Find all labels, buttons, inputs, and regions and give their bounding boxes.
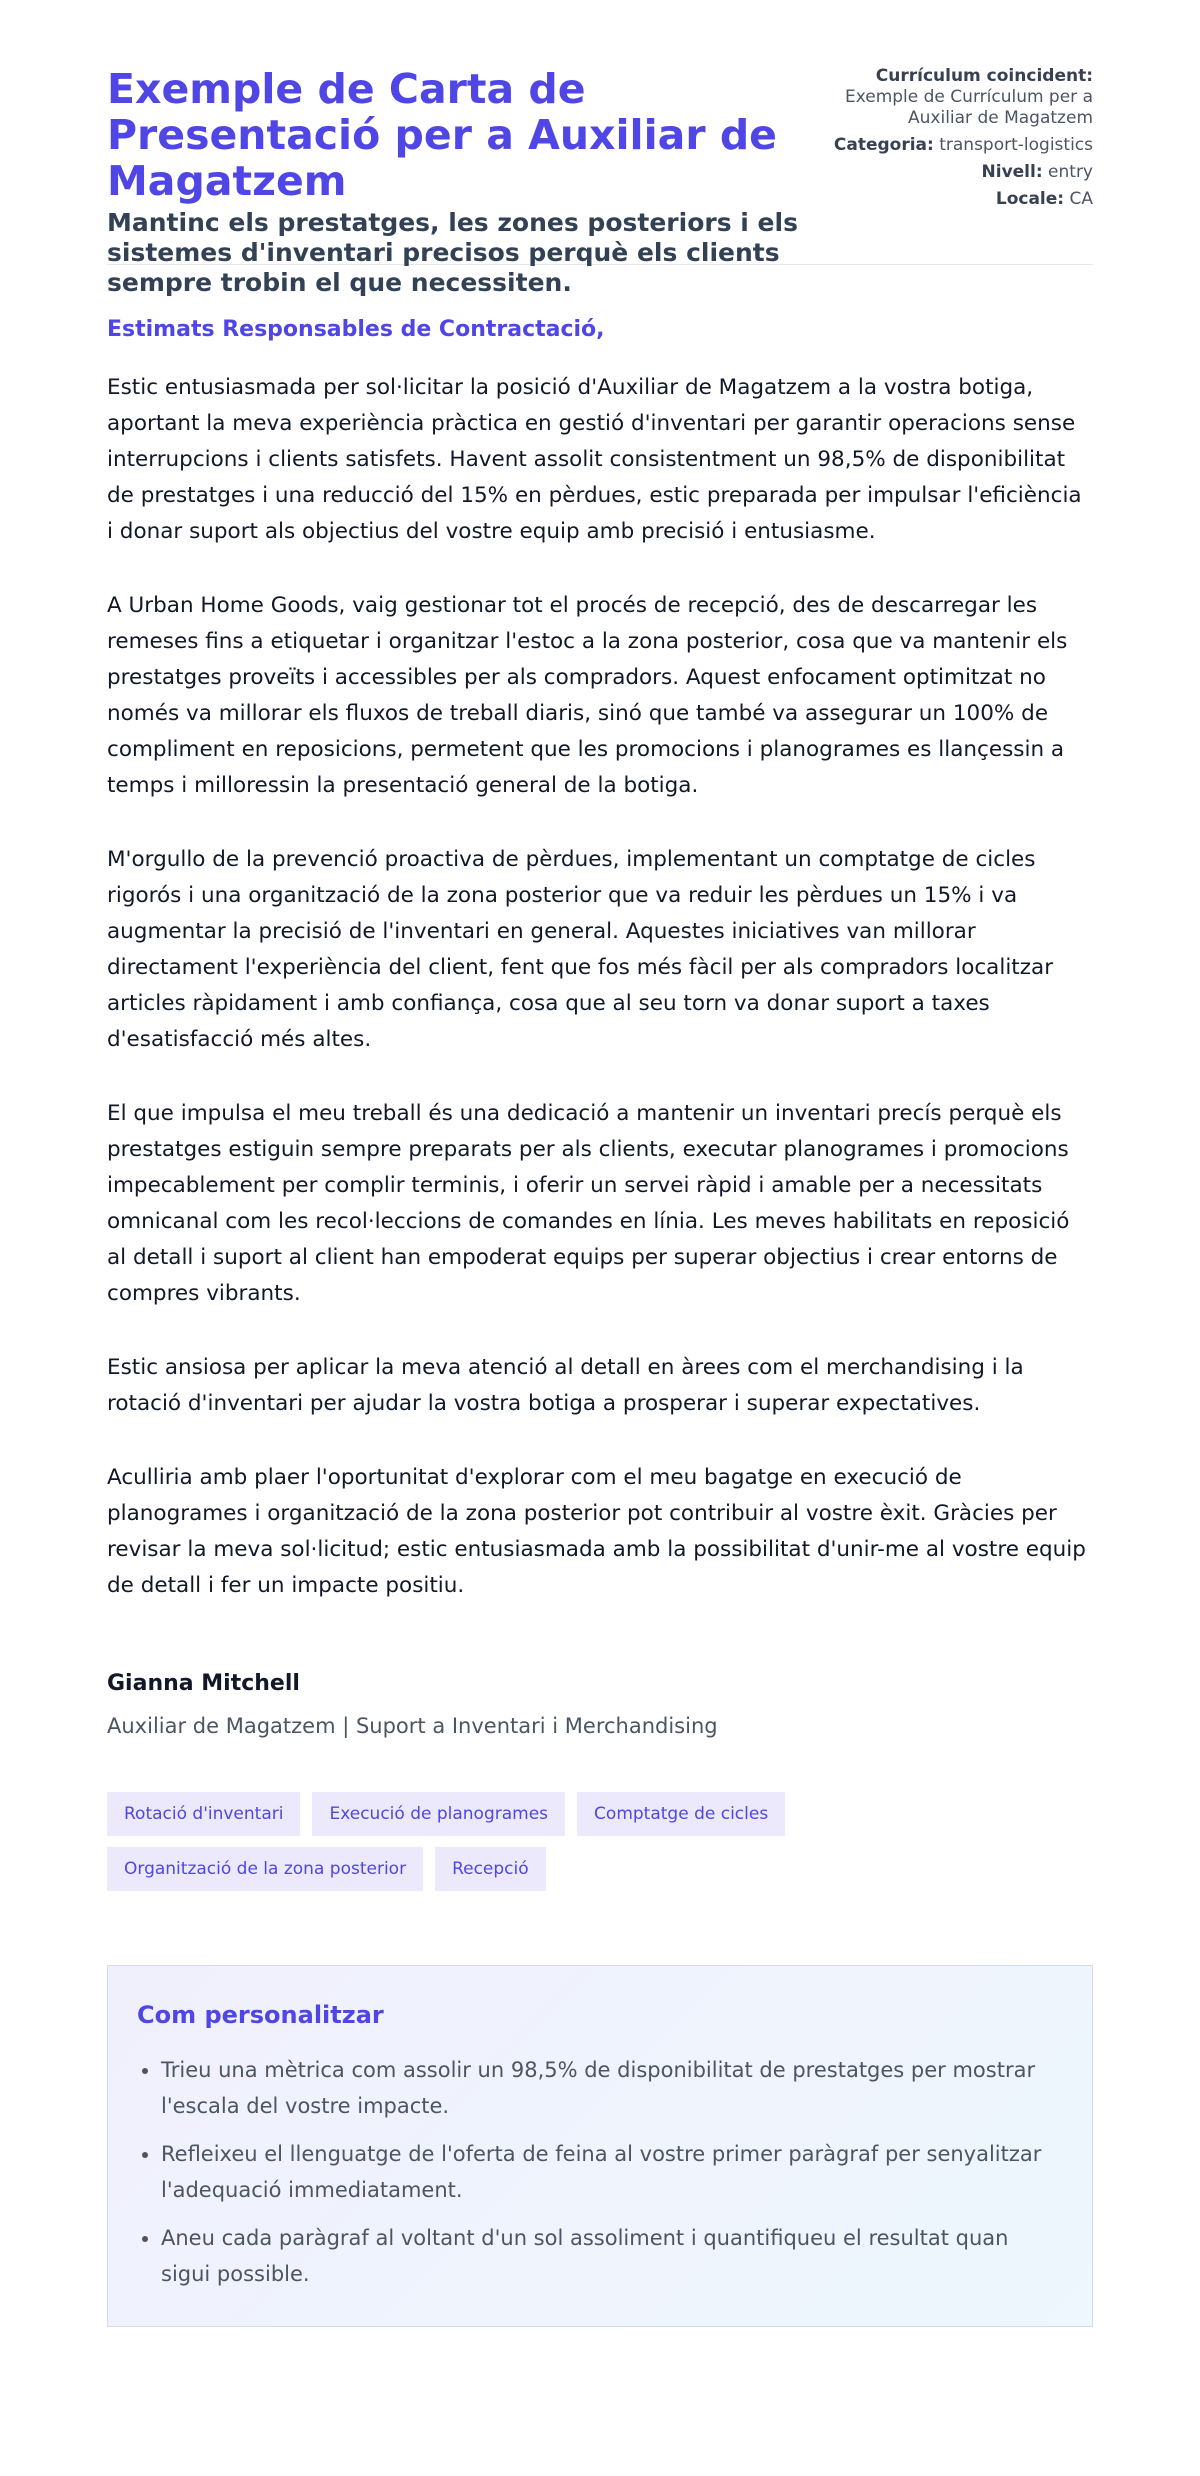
meta-level — [823, 162, 1093, 183]
document-header — [107, 0, 1093, 297]
skill-tags — [107, 1792, 907, 1891]
letter-paragraph-2: A Urban Home Goods, vaig gestionar tot el procés de recepció, des de descarregar les remeses fins a etiquetar i organitzar l'estoc a la zona posterior, cosa que va mantenir els prestatges proveïts i accessibles per als compradors. Aquest enfocament optimitzat no només va millorar els fluxos de treball diaris, sinó que també va assegurar un 100% de compliment en reposicions, permetent que les promocions i planogrames es llançessin a temps i milloressin la presentació general de la botiga. — [107, 593, 1068, 798]
meta-locale-value: CA — [1069, 189, 1093, 209]
letter-paragraph-3: M'orgullo de la prevenció proactiva de pèrdues, implementant un comptatge de cicles rigorós i una organització de la zona posterior que va reduir les pèrdues un 15% i va augmentar la precisió de l'inventari en general. Aquestes iniciatives van millorar directament l'experiència del client, fent que fos més fàcil per als compradors localitzar articles ràpidament i amb confiança, cosa que al seu torn va donar suport a taxes d'esatisfacció més altes. — [107, 847, 1054, 1052]
meta-resume-value: Exemple de Currículum per a Auxiliar de Magatzem — [844, 87, 1093, 128]
meta-level-key: Nivell: — [981, 162, 1043, 182]
tip-item: • Refleixeu el llenguatge de l'oferta de feina al vostre primer paràgraf per senyalitzar l'adequació immediatament. — [161, 2136, 1063, 2208]
meta-category — [823, 135, 1093, 156]
tip-item: • Aneu cada paràgraf al voltant d'un sol assoliment i quantifiqueu el resultat quan sigui possible. — [161, 2220, 1063, 2292]
letter-paragraph-4: El que impulsa el meu treball és una dedicació a mantenir un inventari precís perquè els prestatges estiguin sempre preparats per als clients, executar planogrames i promocions impecablement per complir terminis, i oferir un servei ràpid i amable per a necessitats omnicanal com les recol·leccions de comandes en línia. Les meves habilitats en reposició al detall i suport al client han empoderat equips per superar objectius i crear entorns de compres vibrants. — [107, 1101, 1070, 1306]
meta-locale — [823, 189, 1093, 210]
letter-body — [107, 370, 1093, 1604]
signature-name: Gianna Mitchell — [107, 1671, 300, 1696]
skill-tag: Comptatge de cicles — [577, 1792, 785, 1836]
skill-tag: Execució de planogrames — [312, 1792, 565, 1836]
metadata-panel — [823, 66, 1093, 216]
page-subtitle: Mantinc els prestatges, les zones posteriors i els sistemes d'inventari precisos perquè els clients sempre trobin el que necessiten. — [107, 208, 798, 297]
meta-level-value: entry — [1048, 162, 1093, 182]
skill-tag: Rotació d'inventari — [107, 1792, 300, 1836]
skill-tag: Organització de la zona posterior — [107, 1847, 423, 1891]
meta-category-key: Categoria: — [833, 135, 934, 155]
letter-paragraph-1: Estic entusiasmada per sol·licitar la posició d'Auxiliar de Magatzem a la vostra botiga, aportant la meva experiència pràctica en gestió d'inventari per garantir operacions sense interrupcions i clients satisfets. Havent assolit consistentment un 98,5% de disponibilitat de prestatges i una reducció del 15% en pèrdues, estic preparada per impulsar l'eficiència i donar suport als objectius del vostre equip amb precisió i entusiasme. — [107, 375, 1082, 544]
meta-resume-key: Currículum coincident: — [875, 66, 1093, 86]
letter-paragraph-6: Aculliria amb plaer l'oportunitat d'explorar com el meu bagatge en execució de planogrames i organització de la zona posterior pot contribuir al vostre èxit. Gràcies per revisar la meva sol·licitud; estic entusiasmada amb la possibilitat d'unir-me al vostre equip de detall i fer un impacte positiu. — [107, 1465, 1086, 1598]
tip-item: • Trieu una mètrica com assolir un 98,5% de disponibilitat de prestatges per mostrar l'escala del vostre impacte. — [161, 2052, 1063, 2124]
signature-role: Auxiliar de Magatzem | Suport a Inventari i Merchandising — [107, 1714, 718, 1738]
tips-list — [137, 2052, 1063, 2292]
meta-category-value: transport-logistics — [939, 135, 1093, 155]
signature-block — [107, 1670, 1093, 1740]
letter-greeting: Estimats Responsables de Contractació, — [107, 317, 605, 342]
meta-locale-key: Locale: — [995, 189, 1065, 209]
meta-resume — [823, 66, 1093, 129]
skill-tag: Recepció — [435, 1847, 546, 1891]
letter-paragraph-5: Estic ansiosa per aplicar la meva atenció al detall en àrees com el merchandising i la rotació d'inventari per ajudar la vostra botiga a prosperar i superar expectatives. — [107, 1355, 1024, 1416]
page-title: Exemple de Carta de Presentació per a Auxiliar de Magatzem — [107, 65, 777, 205]
tips-title: Com personalitzar — [137, 2001, 384, 2029]
customization-tips-box — [107, 1965, 1093, 2327]
